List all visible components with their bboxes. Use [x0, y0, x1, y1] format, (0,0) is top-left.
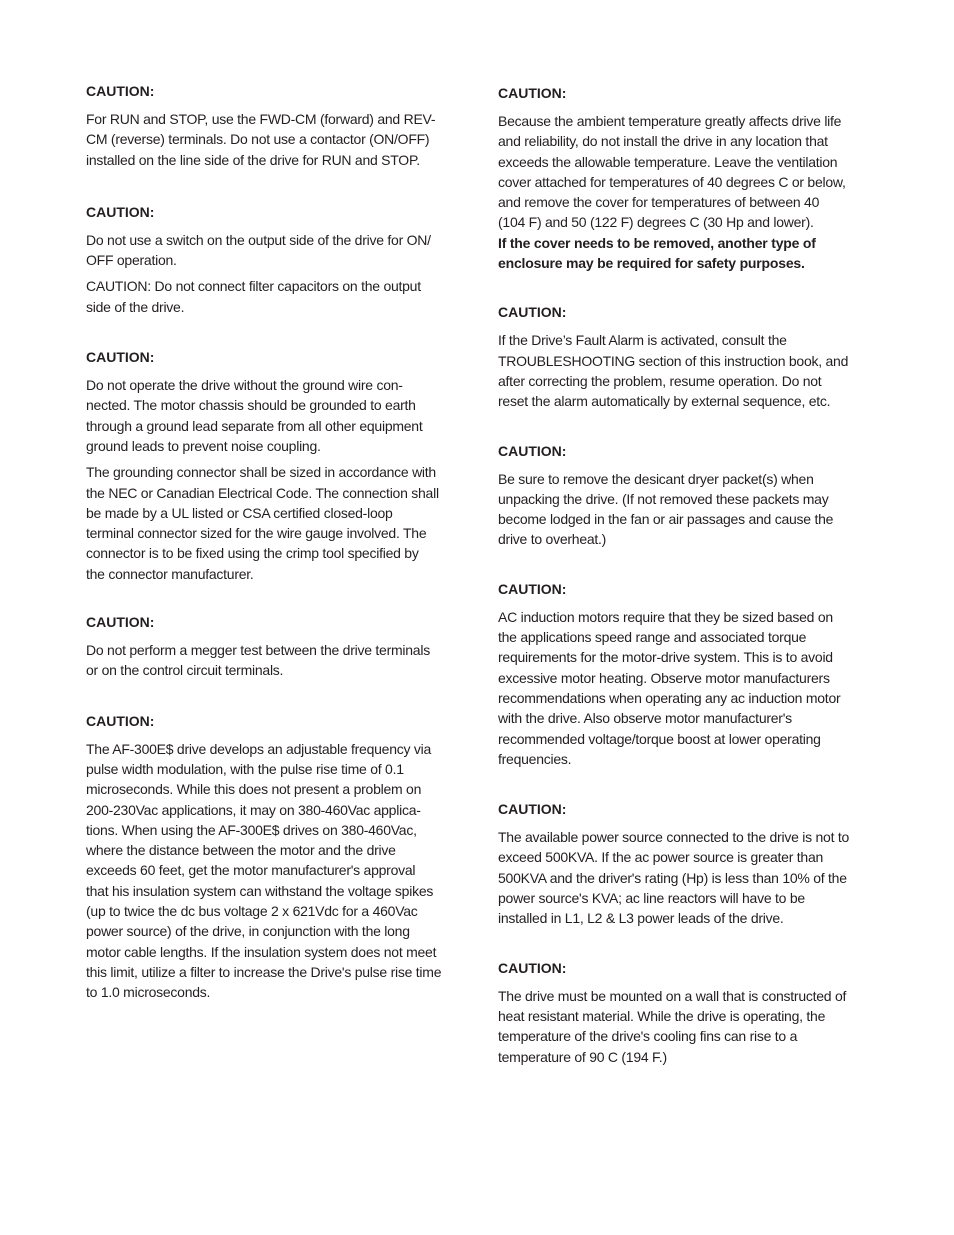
caution-text: The AF-300E$ drive develops an adjustable frequency via pulse width modulation, with the pulse rise time of 0.1 microseconds. While this does not present a problem on 200-230Vac applications, it may on 380-460Vac applica- tions. When using the AF-300E$ drives on 380-460Vac, where the distance between the motor and the drive exceeds 60 feet, get the motor manufacturer's approval that his insulation system can withstand the voltage spikes (up to twice the dc bus voltage 2 x 621Vdc for a 460Vac power source) of the drive, in conjunction with the long motor cable lengths. If the insulation system does not meet this limit, utilize a filter to increase the Drive's pulse rise time to 1.0 microseconds.: [86, 740, 442, 1001]
caution-text: The available power source connected to the drive is not to exceed 500KVA. If the ac power source is greater than 500KVA and the driver's rating (Hp) is less than 10% of the power source's KVA; ac line reactors will have to be installed in L1, L2 & L3 power leads of the drive.: [498, 829, 850, 927]
caution-section: [498, 959, 874, 1067]
caution-text: Be sure to remove the desicant dryer packet(s) when unpacking the drive. (If not removed these packets may become lodged in the fan or air passages and cause the drive to overheat.): [498, 470, 834, 548]
caution-heading: CAUTION:: [498, 801, 567, 818]
caution-section: [86, 348, 464, 584]
caution-emphasis-text: If the cover needs to be removed, another type of enclosure may be required for safety purposes.: [498, 234, 816, 272]
caution-heading: CAUTION:: [498, 304, 567, 321]
caution-heading: CAUTION:: [86, 614, 155, 631]
caution-text: For RUN and STOP, use the FWD-CM (forward) and REV- CM (reverse) terminals. Do not use a contactor (ON/OFF) installed on the line side of the drive for RUN and STOP.: [86, 111, 436, 168]
caution-section: [86, 613, 464, 681]
caution-section: [498, 442, 874, 550]
caution-heading: CAUTION:: [498, 959, 567, 976]
caution-section: [498, 84, 874, 273]
caution-heading: CAUTION:: [86, 83, 155, 99]
caution-section: [498, 303, 874, 411]
caution-heading: CAUTION:: [498, 580, 567, 597]
caution-text: The grounding connector shall be sized in accordance with the NEC or Canadian Electrical Code. The connection shall be made by a UL listed or CSA certified closed-loop terminal connector sized for the wire gauge involved. The connector is to be fixed using the crimp tool specified by the connector manufacturer.: [86, 464, 439, 582]
caution-section: [86, 712, 464, 1003]
caution-section: [86, 82, 464, 170]
caution-heading: CAUTION:: [498, 85, 567, 101]
left-column: [86, 82, 464, 1009]
caution-heading: CAUTION:: [86, 203, 155, 220]
caution-text: Because the ambient temperature greatly affects drive life and reliability, do not install the drive in any location that exceeds the allowable temperature. Leave the ventilation cover attached for temperatures of 40 degrees C or below, and remove the cover for temperatures of between 40 (104 F) and 50 (122 F) degrees C (30 Hp and lower).: [498, 113, 846, 231]
caution-text: CAUTION: Do not connect filter capacitors on the output side of the drive.: [86, 278, 421, 315]
caution-heading: CAUTION:: [86, 712, 155, 729]
caution-section: [498, 580, 874, 769]
right-column: [498, 84, 874, 1073]
caution-text: Do not use a switch on the output side of the drive for ON/ OFF operation.: [86, 231, 431, 269]
caution-section: [86, 203, 464, 317]
caution-heading: CAUTION:: [86, 349, 155, 366]
caution-text: The drive must be mounted on a wall that is constructed of heat resistant material. While the drive is operating, the temperature of the drive's cooling fins can rise to a temperature of 90 C (194 F.): [498, 987, 847, 1065]
caution-text: AC induction motors require that they be sized based on the applications speed range and associated torque requirements for the motor-drive system. This is to avoid excessive motor heating. Observe motor manufacturers recommendations when operating any ac induction motor with the drive. Also observe motor manufacturer's recommended voltage/torque boost at lower operating frequencies.: [498, 608, 841, 767]
caution-heading: CAUTION:: [498, 442, 567, 459]
caution-text: If the Drive’s Fault Alarm is activated, consult the TROUBLESHOOTING section of this instruction book, and after correcting the problem, resume operation. Do not reset the alarm automatically by external sequence, etc.: [498, 332, 849, 410]
caution-text: Do not perform a megger test between the drive terminals or on the control circuit terminals.: [86, 642, 430, 679]
caution-text: Do not operate the drive without the ground wire con- nected. The motor chassis should be grounded to earth through a ground lead separate from all other equipment ground leads to prevent noise coupling.: [86, 377, 423, 454]
caution-section: [498, 800, 874, 928]
